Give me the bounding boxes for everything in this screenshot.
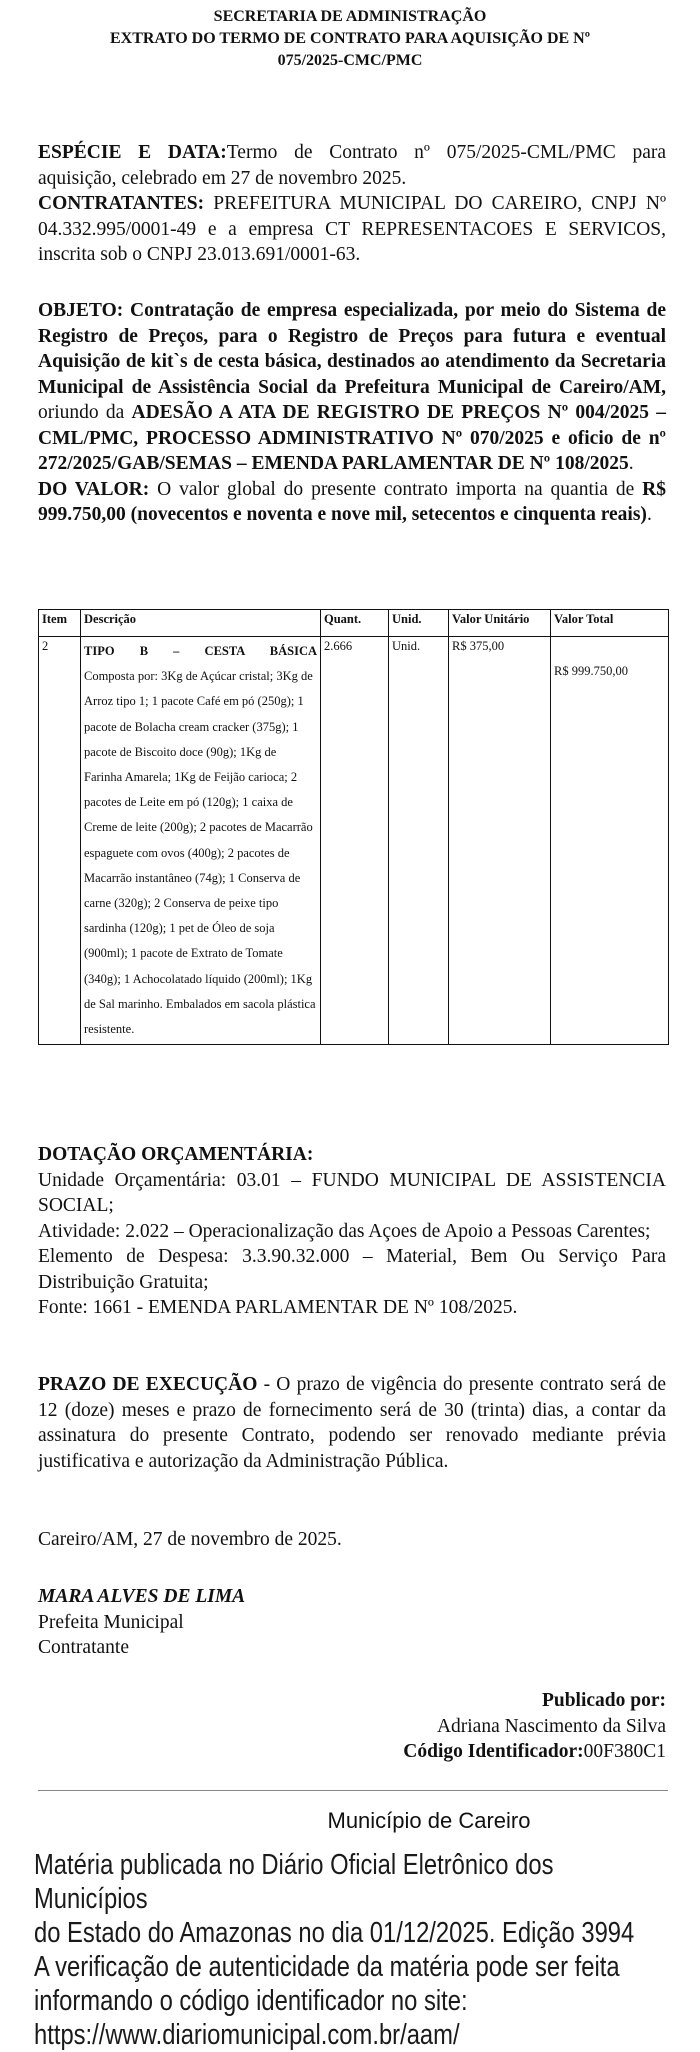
col-header-unid: Unid. (389, 610, 449, 637)
especie-label: ESPÉCIE E DATA: (38, 142, 227, 163)
objeto-adesao-text: ADESÃO A ATA DE REGISTRO DE PREÇOS Nº 004/2025 – CML/PMC, PROCESSO ADMINISTRATIVO Nº 070/2025 e oficio de nº 272/2025/GAB/SEMAS – EMENDA PARLAMENTAR DE Nº 108/2025 (38, 402, 666, 474)
cell-valor-total: R$ 999.750,00 (551, 637, 669, 1045)
header-line-3: 075/2025-CMC/PMC (277, 52, 423, 69)
prazo-section (38, 1372, 666, 1474)
local-data: Careiro/AM, 27 de novembro de 2025. (38, 1529, 342, 1550)
objeto-section (38, 298, 666, 528)
prazo-label: PRAZO DE EXECUÇÃO (38, 1374, 258, 1395)
dotacao-elemento: Elemento de Despesa: 3.3.90.32.000 – Material, Bem Ou Serviço Para Distribuição Gratuita; (38, 1246, 666, 1293)
col-header-valor-unitario: Valor Unitário (449, 610, 551, 637)
footer (34, 1808, 674, 2052)
dotacao-atividade: Atividade: 2.022 – Operacionalização das Açoes de Apoio a Pessoas Carentes; (38, 1220, 651, 1242)
footer-municipio: Município de Careiro (327, 1808, 531, 1833)
header-line-1: SECRETARIA DE ADMINISTRAÇÃO (213, 8, 487, 25)
valor-label: DO VALOR: (38, 478, 150, 500)
publicado-name: Adriana Nascimento da Silva (436, 1715, 666, 1737)
dotacao-section (38, 1142, 666, 1321)
valor-amount: R$ 999.750,00 (novecentos e noventa e nove mil, setecentos e cinquenta reais) (38, 478, 666, 525)
footer-line-3: A verificação de autenticidade da matéria pode ser feita (34, 1951, 620, 1983)
dotacao-fonte: Fonte: 1661 - EMENDA PARLAMENTAR DE Nº 108/2025. (38, 1297, 518, 1318)
contratantes-text: PREFEITURA MUNICIPAL DO CAREIRO, CNPJ Nº 04.332.995/0001-49 e a empresa CT REPRESENTACOES E SERVICOS, inscrita sob o CNPJ 23.013.691/0001-63. (38, 193, 666, 265)
signature-block (38, 1584, 666, 1661)
objeto-end: . (628, 453, 634, 474)
col-header-descricao: Descrição (81, 610, 321, 637)
col-header-valor-total: Valor Total (551, 610, 669, 637)
footer-line-2: do Estado do Amazonas no dia 01/12/2025. Edição 3994 (34, 1917, 635, 1949)
objeto-plain-text: oriundo da (38, 402, 132, 423)
codigo-label: Código Identificador: (403, 1741, 584, 1762)
signature-party: Contratante (38, 1637, 129, 1658)
table-row (39, 637, 669, 1045)
cell-unid: Unid. (389, 637, 449, 1045)
contratantes-label: CONTRATANTES: (38, 193, 205, 214)
footer-line-5[interactable]: https://www.diariomunicipal.com.br/aam/ (34, 2019, 460, 2051)
header-line-2: EXTRATO DO TERMO DE CONTRATO PARA AQUISIÇÃO DE Nº (109, 30, 590, 47)
footer-line-1: Matéria publicada no Diário Oficial Eletrônico dos Municípios (34, 1849, 554, 1915)
cell-descricao (81, 637, 321, 1045)
dotacao-unidade: Unidade Orçamentária: 03.01 – FUNDO MUNICIPAL DE ASSISTENCIA SOCIAL; (38, 1169, 666, 1216)
footer-divider (38, 1790, 668, 1791)
table-header-row (39, 610, 669, 637)
publicado-label: Publicado por: (541, 1690, 666, 1711)
signature-name: MARA ALVES DE LIMA (38, 1586, 246, 1607)
codigo-value: 00F380C1 (583, 1741, 666, 1762)
footer-body (34, 1848, 674, 2052)
especie-text: Termo de Contrato nº 075/2025-CML/PMC para aquisição, celebrado em 27 de novembro 2025. (38, 142, 666, 189)
valor-text: O valor global do presente contrato importa na quantia de (149, 478, 643, 500)
footer-line-4: informando o código identificador no site: (34, 1985, 468, 2017)
especie-section (38, 140, 666, 268)
desc-body: Composta por: 3Kg de Açúcar cristal; 3Kg de Arroz tipo 1; 1 pacote Café em pó (250g); 1 pacote de Bolacha cream cracker (375g); 1 pacote de Biscoito doce (90g); 1Kg de Farinha Amarela; 1Kg de Feijão carioca; 2 pacotes de Leite em pó (120g); 1 caixa de Creme de leite (200g); 2 pacotes de Macarrão espaguete com ovos (400g); 2 pacotes de Macarrão instantâneo (74g); 1 Conserva de carne (320g); 2 Conserva de peixe tipo sardinha (120g); 1 pet de Óleo de soja (900ml); 1 pacote de Extrato de Tomate (340g); 1 Achocolatado líquido (200ml); 1Kg de Sal marinho. Embalados em sacola plástica resistente. (84, 669, 316, 1037)
col-header-quant: Quant. (321, 610, 389, 637)
cell-valor-unitario: R$ 375,00 (449, 637, 551, 1045)
valor-end: . (646, 504, 652, 525)
dotacao-title: DOTAÇÃO ORÇAMENTÁRIA: (38, 1144, 314, 1165)
col-header-item: Item (39, 610, 81, 637)
document-header (0, 0, 700, 72)
prazo-text: - O prazo de vigência do presente contrato será de 12 (doze) meses e prazo de fornecimento será de 30 (trinta) dias, a contar da assinatura do presente Contrato, podendo ser renovado mediante prévia justificativa e autorização da Administração Pública. (38, 1374, 666, 1472)
cell-item: 2 (39, 637, 81, 1045)
publicado-block (38, 1688, 666, 1765)
signature-role: Prefeita Municipal (38, 1611, 184, 1633)
desc-title: TIPO B – CESTA BÁSICA (84, 644, 317, 658)
items-table (38, 609, 669, 1045)
objeto-bold-text: OBJETO: Contratação de empresa especializada, por meio do Sistema de Registro de Preços, para o Registro de Preços para futura e eventual Aquisição de kit`s de cesta básica, destinados ao atendimento da Secretaria Municipal de Assistência Social da Prefeitura Municipal de Careiro/AM, (38, 300, 666, 398)
cell-quant: 2.666 (321, 637, 389, 1045)
